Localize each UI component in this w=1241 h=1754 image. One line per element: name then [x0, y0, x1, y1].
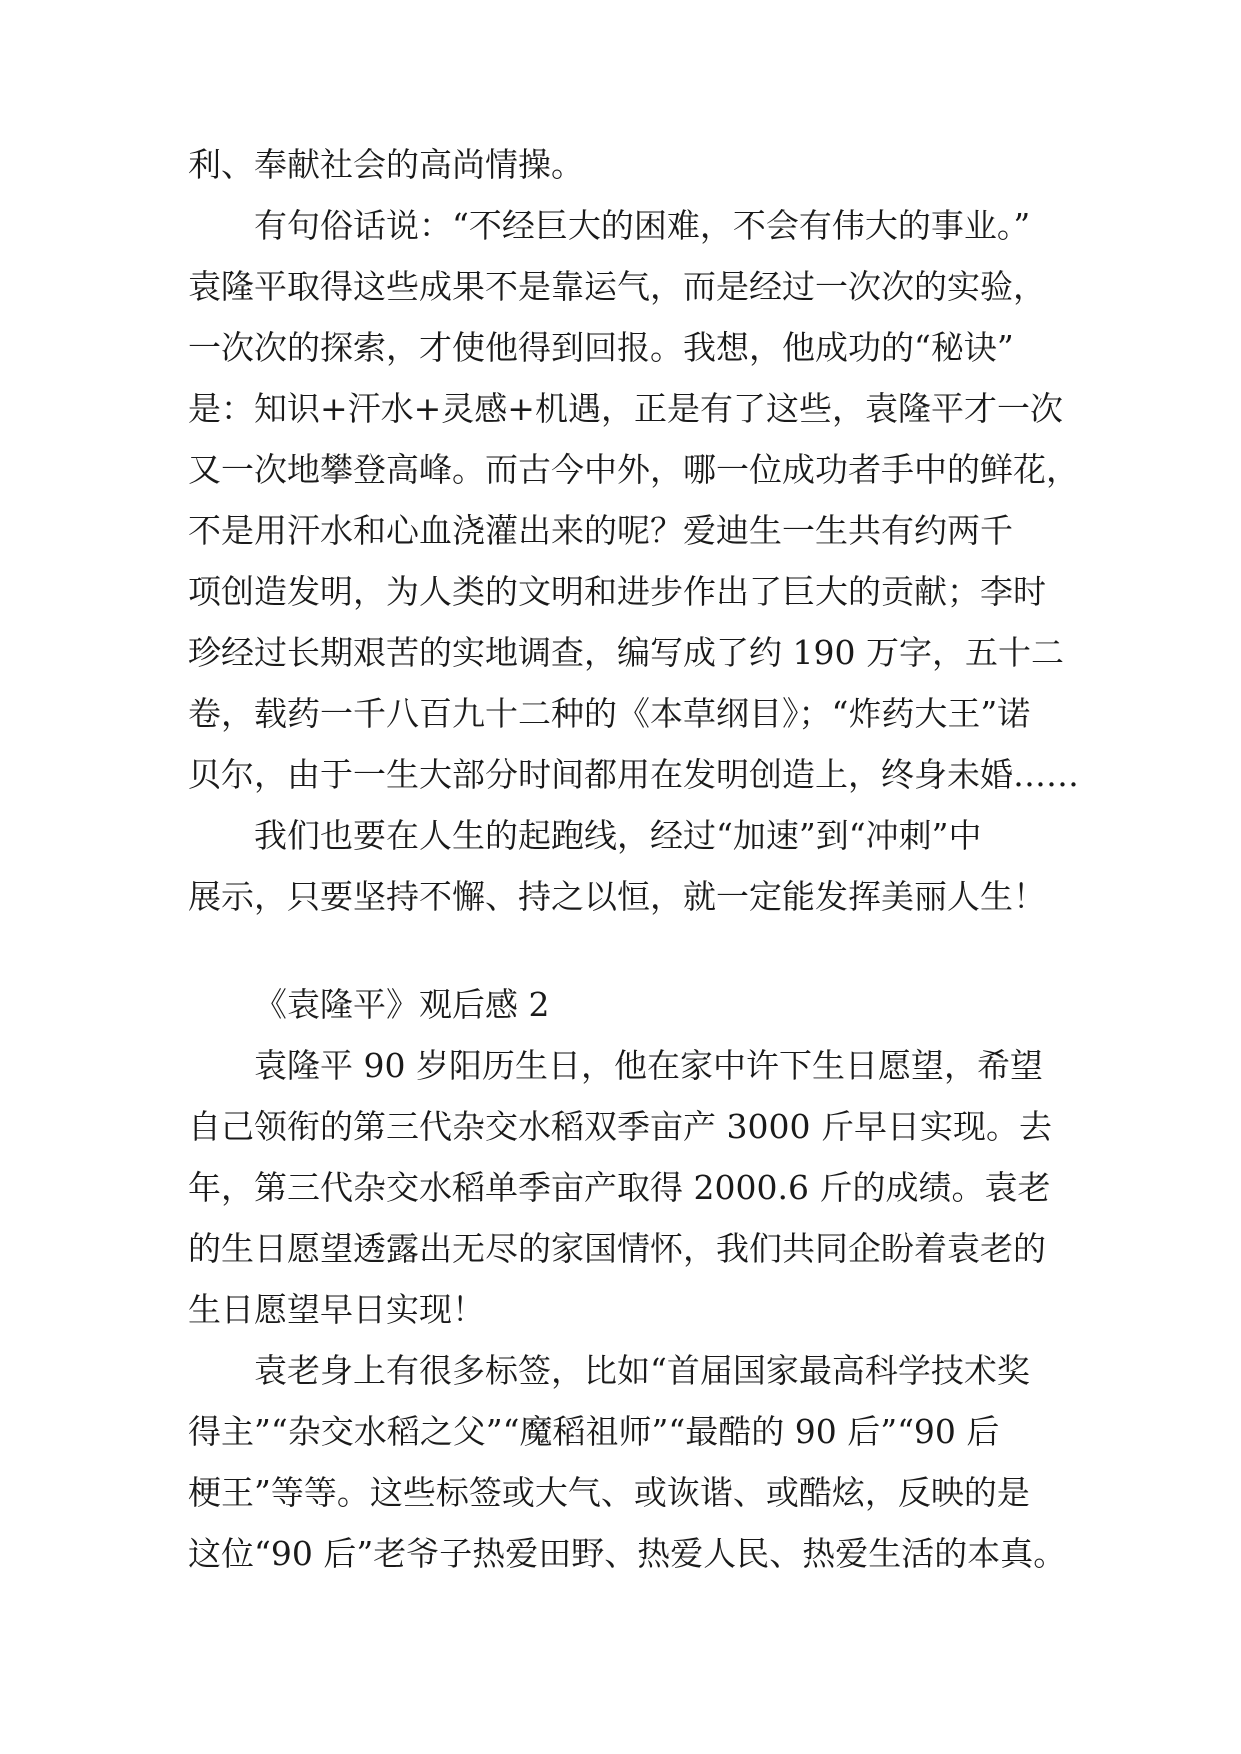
paragraph-line: 这位“90 后”老爷子热爱田野、热爱人民、热爱生活的本真。 — [188, 1534, 1067, 1573]
paragraph-line: 一次次的探索，才使他得到回报。我想，他成功的“秘诀” — [188, 328, 1014, 367]
paragraph-line: 袁隆平 90 岁阳历生日，他在家中许下生日愿望，希望 — [254, 1046, 1043, 1085]
paragraph-line: 梗王”等等。这些标签或大气、或诙谐、或酷炫，反映的是 — [188, 1473, 1030, 1512]
paragraph-line: 袁隆平取得这些成果不是靠运气，而是经过一次次的实验， — [188, 267, 1046, 306]
paragraph-line: 袁老身上有很多标签，比如“首届国家最高科学技术奖 — [254, 1351, 1030, 1390]
section-title: 《袁隆平》观后感 2 — [254, 985, 550, 1024]
paragraph-line: 项创造发明，为人类的文明和进步作出了巨大的贡献；李时 — [188, 572, 1046, 611]
paragraph-line: 珍经过长期艰苦的实地调查，编写成了约 190 万字，五十二 — [188, 633, 1064, 672]
paragraph-line: 自己领衔的第三代杂交水稻双季亩产 3000 斤早日实现。去 — [188, 1107, 1052, 1146]
paragraph-line: 有句俗话说：“不经巨大的困难，不会有伟大的事业。” — [254, 206, 1031, 245]
paragraph-line: 生日愿望早日实现！ — [188, 1290, 485, 1329]
paragraph-line: 又一次地攀登高峰。而古今中外，哪一位成功者手中的鲜花， — [188, 450, 1079, 489]
paragraph-line: 利、奉献社会的高尚情操。 — [188, 145, 584, 184]
paragraph-line: 是：知识+汗水+灵感+机遇，正是有了这些，袁隆平才一次 — [188, 389, 1063, 428]
paragraph-line: 展示，只要坚持不懈、持之以恒，就一定能发挥美丽人生！ — [188, 877, 1046, 916]
paragraph-line: 不是用汗水和心血浇灌出来的呢？爱迪生一生共有约两千 — [188, 511, 1013, 550]
paragraph-line: 的生日愿望透露出无尽的家国情怀，我们共同企盼着袁老的 — [188, 1229, 1046, 1268]
paragraph-line: 得主”“杂交水稻之父”“魔稻祖师”“最酷的 90 后”“90 后 — [188, 1412, 1000, 1451]
paragraph-line: 年，第三代杂交水稻单季亩产取得 2000.6 斤的成绩。袁老 — [188, 1168, 1051, 1207]
paragraph-line: 我们也要在人生的起跑线，经过“加速”到“冲刺”中 — [254, 816, 982, 855]
paragraph-line: 贝尔，由于一生大部分时间都用在发明创造上，终身未婚…… — [188, 755, 1079, 794]
paragraph-line: 卷，载药一千八百九十二种的《本草纲目》；“炸药大王”诺 — [188, 694, 1031, 733]
